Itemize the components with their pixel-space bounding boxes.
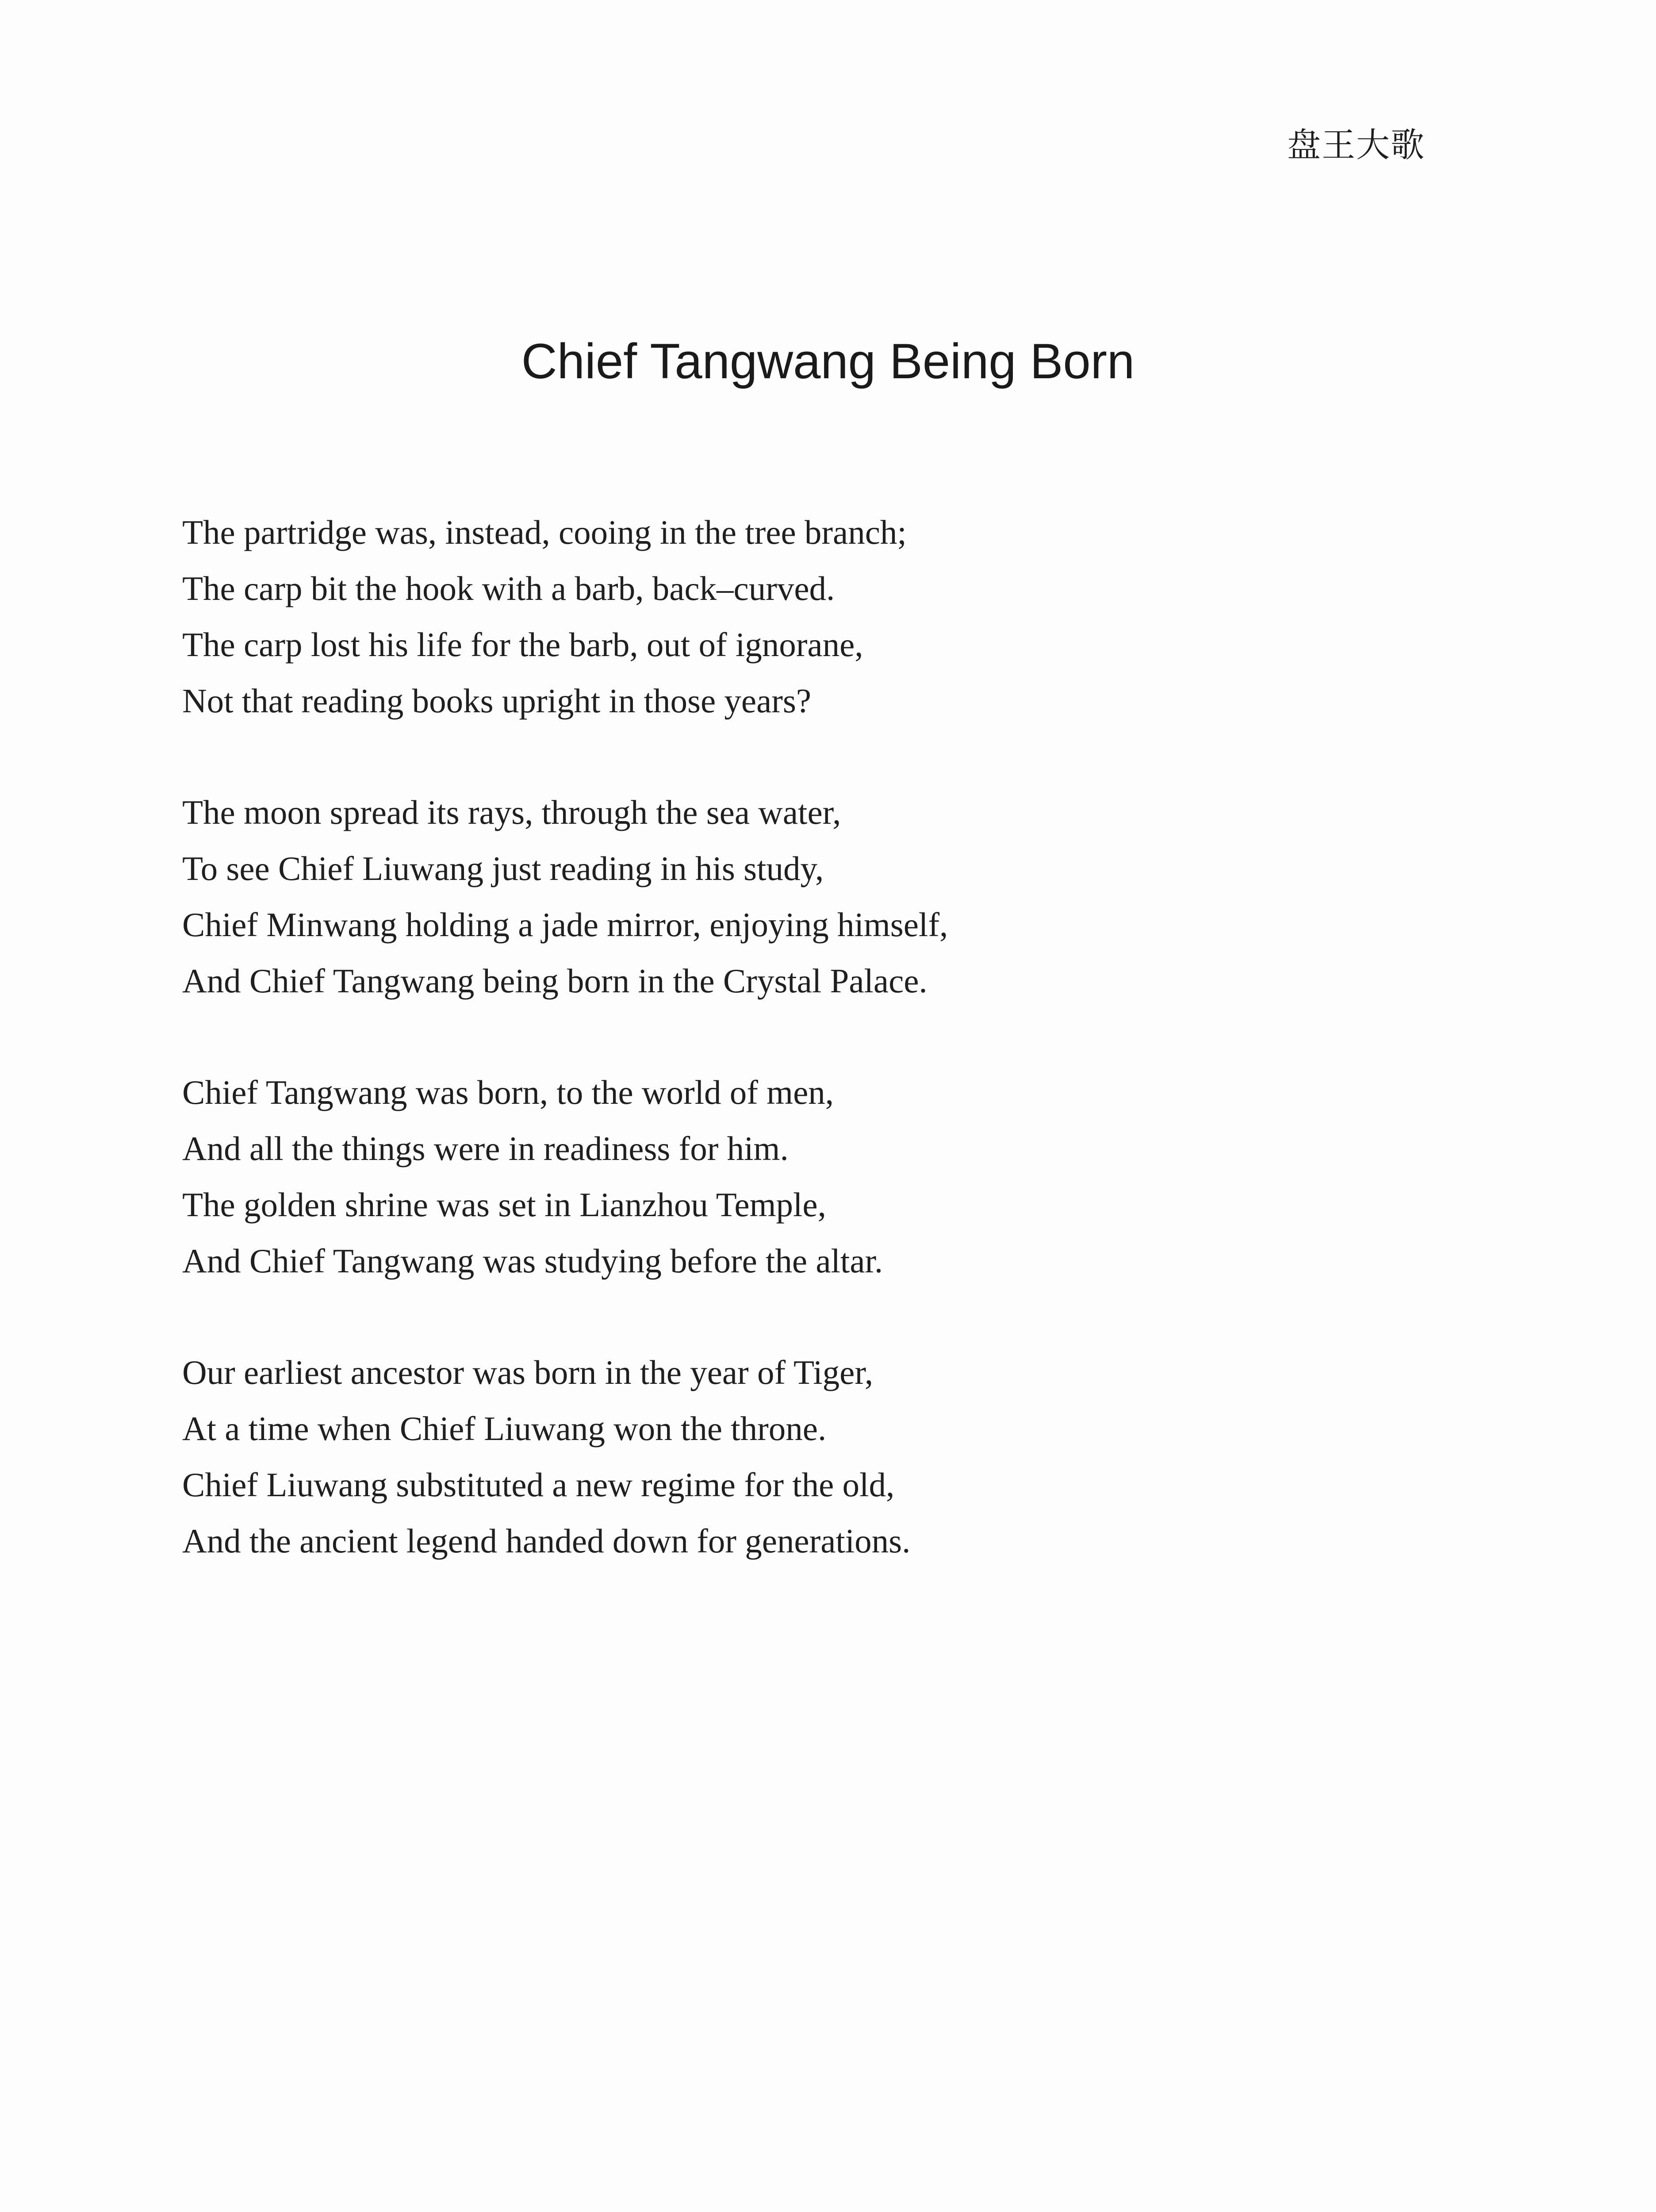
poem-line: The partridge was, instead, cooing in the tree branch; — [182, 513, 907, 551]
poem-title: Chief Tangwang Being Born — [521, 334, 1135, 389]
poem-line: The moon spread its rays, through the sea water, — [182, 793, 841, 831]
poem-line: The golden shrine was set in Lianzhou Temple, — [182, 1186, 826, 1224]
running-head: 盘王大歌 — [1287, 125, 1425, 165]
poem-line: Our earliest ancestor was born in the year of Tiger, — [182, 1353, 874, 1391]
stanza — [182, 784, 1465, 1009]
poem-line: The carp lost his life for the barb, out of ignorane, — [182, 626, 863, 664]
poem-line: Not that reading books upright in those years? — [182, 682, 812, 720]
stanza — [182, 504, 1465, 729]
poem-line: Chief Liuwang substituted a new regime for the old, — [182, 1466, 895, 1504]
poem-line: Chief Minwang holding a jade mirror, enjoying himself, — [182, 906, 948, 944]
poem-line: Chief Tangwang was born, to the world of men, — [182, 1073, 834, 1111]
stanza — [182, 1344, 1465, 1569]
poem-line: And Chief Tangwang being born in the Crystal Palace. — [182, 962, 928, 1000]
poem-line: And all the things were in readiness for him. — [182, 1129, 789, 1167]
poem-body — [182, 504, 1465, 1624]
stanza — [182, 1064, 1465, 1289]
poem-line: To see Chief Liuwang just reading in his study, — [182, 849, 824, 887]
poem-line: At a time when Chief Liuwang won the throne. — [182, 1409, 827, 1448]
poem-line: The carp bit the hook with a barb, back–curved. — [182, 569, 835, 607]
poem-line: And Chief Tangwang was studying before the altar. — [182, 1242, 883, 1280]
poem-line: And the ancient legend handed down for generations. — [182, 1522, 911, 1560]
